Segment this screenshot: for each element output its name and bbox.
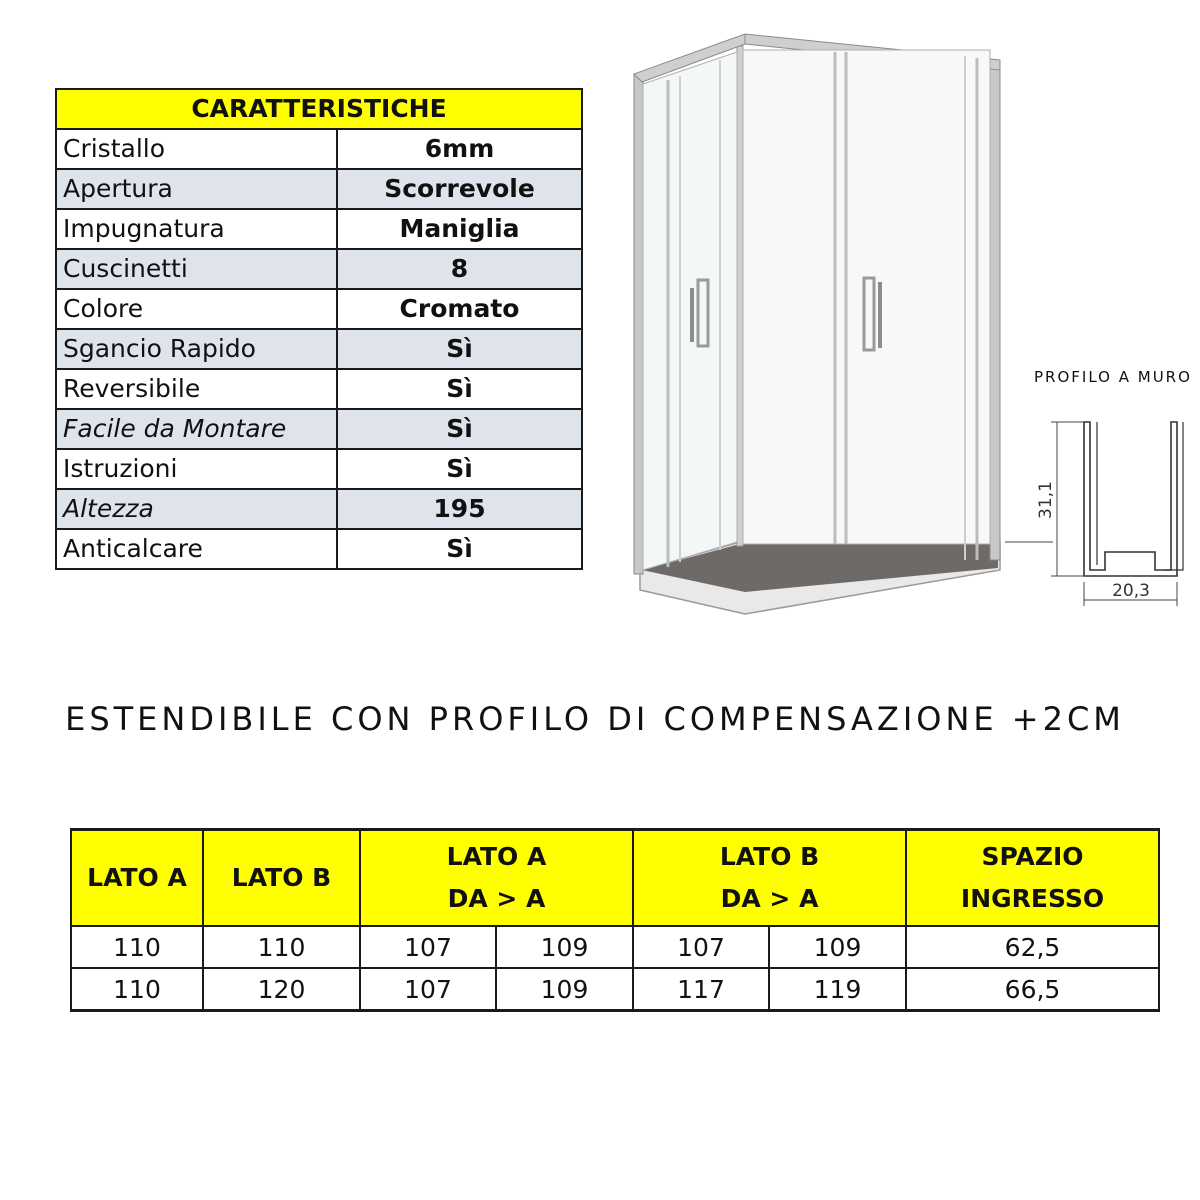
header-range-b — [633, 830, 906, 927]
spec-row — [56, 529, 582, 569]
frame-post-left — [634, 74, 643, 574]
table-row — [71, 926, 1159, 968]
spec-row — [56, 249, 582, 289]
cell-lato-a: 110 — [71, 926, 203, 968]
spec-label: Anticalcare — [56, 529, 337, 569]
frame-post-right — [990, 60, 1000, 560]
cell-range-a-min: 107 — [360, 968, 496, 1011]
cell-ingresso: 66,5 — [906, 968, 1159, 1011]
spec-value: Sì — [337, 449, 582, 489]
spec-label: Cuscinetti — [56, 249, 337, 289]
cell-range-b-max: 109 — [769, 926, 906, 968]
spec-row — [56, 489, 582, 529]
spec-value: Scorrevole — [337, 169, 582, 209]
spec-label: Apertura — [56, 169, 337, 209]
cell-range-a-max: 109 — [496, 926, 633, 968]
header-range-b-line2: DA > A — [720, 884, 819, 913]
table-row — [71, 968, 1159, 1011]
header-range-a-line2: DA > A — [447, 884, 546, 913]
spec-label: Facile da Montare — [56, 409, 337, 449]
spec-value: Cromato — [337, 289, 582, 329]
header-range-b-line1: LATO B — [719, 842, 820, 871]
header-range-a — [360, 830, 633, 927]
spec-label: Reversibile — [56, 369, 337, 409]
spec-label: Altezza — [56, 489, 337, 529]
spec-label: Impugnatura — [56, 209, 337, 249]
profile-inner — [1165, 422, 1183, 570]
glass-right — [743, 50, 990, 544]
cell-range-a-max: 109 — [496, 968, 633, 1011]
cell-range-a-min: 107 — [360, 926, 496, 968]
wall-profile-drawing — [1005, 400, 1195, 610]
header-ingresso: SPAZIO INGRESSO — [906, 830, 1159, 927]
width-label: 20,3 — [1112, 581, 1150, 601]
cell-range-b-min: 117 — [633, 968, 769, 1011]
cell-lato-a: 110 — [71, 968, 203, 1011]
spec-value: Sì — [337, 329, 582, 369]
frame-post-back — [737, 46, 743, 546]
spec-row — [56, 449, 582, 489]
header-lato-b: LATO B — [203, 830, 360, 927]
profile-outline — [1084, 422, 1177, 576]
spec-row — [56, 369, 582, 409]
spec-label: Istruzioni — [56, 449, 337, 489]
specs-header: CARATTERISTICHE — [56, 89, 582, 129]
specs-header-row — [56, 89, 582, 129]
spec-row — [56, 289, 582, 329]
spec-row — [56, 169, 582, 209]
headline: ESTENDIBILE CON PROFILO DI COMPENSAZIONE +2CM — [65, 700, 1125, 738]
cell-lato-b: 120 — [203, 968, 360, 1011]
spec-value: Sì — [337, 369, 582, 409]
spec-row — [56, 329, 582, 369]
spec-value: Maniglia — [337, 209, 582, 249]
spec-value: Sì — [337, 409, 582, 449]
spec-value: 6mm — [337, 129, 582, 169]
spec-label: Colore — [56, 289, 337, 329]
height-label: 31,1 — [1036, 481, 1056, 519]
spec-value: 195 — [337, 489, 582, 529]
cell-ingresso: 62,5 — [906, 926, 1159, 968]
header-lato-a: LATO A — [71, 830, 203, 927]
profile-title: PROFILO A MURO — [1034, 368, 1192, 386]
cell-lato-b: 110 — [203, 926, 360, 968]
cell-range-b-min: 107 — [633, 926, 769, 968]
spec-row — [56, 209, 582, 249]
cell-range-b-max: 119 — [769, 968, 906, 1011]
spec-label: Sgancio Rapido — [56, 329, 337, 369]
shower-enclosure-image — [620, 22, 1010, 622]
spec-value: 8 — [337, 249, 582, 289]
specs-table — [55, 88, 583, 570]
header-range-a-line1: LATO A — [446, 842, 547, 871]
spec-value: Sì — [337, 529, 582, 569]
sizes-header-row — [71, 830, 1159, 927]
spec-row — [56, 129, 582, 169]
spec-label: Cristallo — [56, 129, 337, 169]
sizes-table — [70, 828, 1160, 1012]
spec-row — [56, 409, 582, 449]
